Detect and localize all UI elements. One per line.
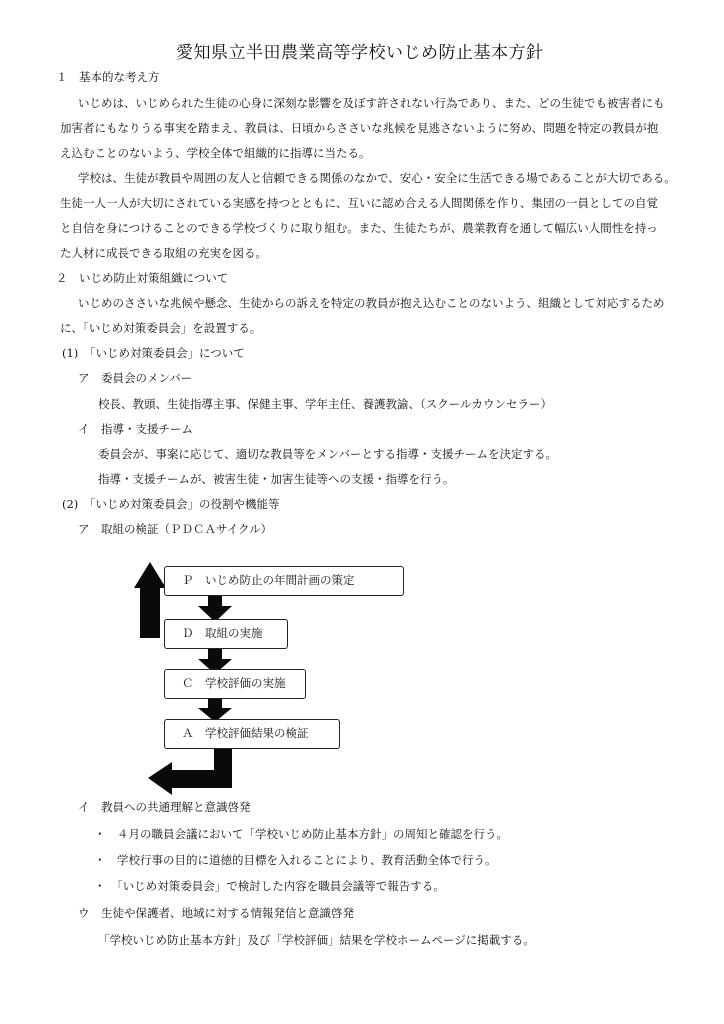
page-title: 愛知県立半田農業高等学校いじめ防止基本方針 [176,43,544,63]
bullet-item: ・ ４月の職員会議において「学校いじめ防止基本方針」の周知と確認を行う。 [94,827,508,841]
section-1-line: 学校は、生徒が教員や周囲の友人と信頼できる関係のなかで、安心・安全に生活できる場であることが大切である。 [78,171,676,185]
section-1-line: 加害者にもなりうる事実を踏まえ、教員は、日頃からささいな兆候を見逃さないように努め、問題を特定の教員が抱 [60,121,659,135]
subsection-1-heading: (1) 「いじめ対策委員会」について [62,346,245,360]
item-u-heading: ウ 生徒や保護者、地域に対する情報発信と意識啓発 [78,906,354,920]
arrow-down-icon [198,594,232,622]
section-2-heading: ２ いじめ防止対策組織について [56,271,229,285]
support-team-line: 委員会が、事案に応じて、適切な教員等をメンバーとする指導・支援チームを決定する。 [98,447,557,461]
item-i-heading: イ 教員への共通理解と意識啓発 [78,800,251,814]
pdca-act-box: Ａ 学校評価結果の検証 [164,719,340,749]
subsection-2-heading: (2) 「いじめ対策委員会」の役割や機能等 [62,497,280,511]
section-1-line: 生徒一人一人が大切にされている実感を持つとともに、互いに認め合える人間関係を作り、集団の一員としての自覚 [60,196,658,210]
item-b-heading: イ 指導・支援チーム [78,422,193,436]
pdca-heading: ア 取組の検証（ＰＤＣＡサイクル） [78,522,273,536]
pdca-do-box: Ｄ 取組の実施 [164,619,288,649]
bullet-item: ・ 「いじめ対策委員会」で検討した内容を職員会議等で報告する。 [94,879,445,893]
bullet-item: ・ 学校行事の目的に道徳的目標を入れることにより、教育活動全体で行う。 [94,853,497,867]
pdca-check-box: Ｃ 学校評価の実施 [164,669,306,699]
committee-members: 校長、教頭、生徒指導主事、保健主事、学年主任、養護教諭、（スクールカウンセラー） [98,397,553,411]
section-1-line: と自信を身につけることのできる学校づくりに取り組む。また、生徒たちが、農業教育を通して幅広い人間性を持っ [60,221,658,235]
section-1-line: え込むことのないよう、学校全体で組織的に指導に当たる。 [60,146,371,160]
section-2-line: に、「いじめ対策委員会」を設置する。 [60,321,262,335]
return-arrow-up-icon [134,562,166,638]
section-1-line: いじめは、いじめられた生徒の心身に深刻な影響を及ぼす許されない行為であり、また、どの生徒でも被害者にも [78,96,665,110]
item-a-heading: ア 委員会のメンバー [78,371,193,385]
section-1-heading: １ 基本的な考え方 [56,70,160,84]
publication-note: 「学校いじめ防止基本方針」及び「学校評価」結果を学校ホームページに掲載する。 [98,933,535,947]
section-1-line: た人材に成長できる取組の充実を図る。 [60,246,267,260]
pdca-plan-box: Ｐ いじめ防止の年間計画の策定 [164,566,404,596]
support-team-line: 指導・支援チームが、被害生徒・加害生徒等への支援・指導を行う。 [98,472,455,486]
section-2-line: いじめのささいな兆候や懸念、生徒からの訴えを特定の教員が抱え込むことのないよう、組織として対応するため [78,296,665,310]
return-arrow-bottom-icon [148,745,232,795]
